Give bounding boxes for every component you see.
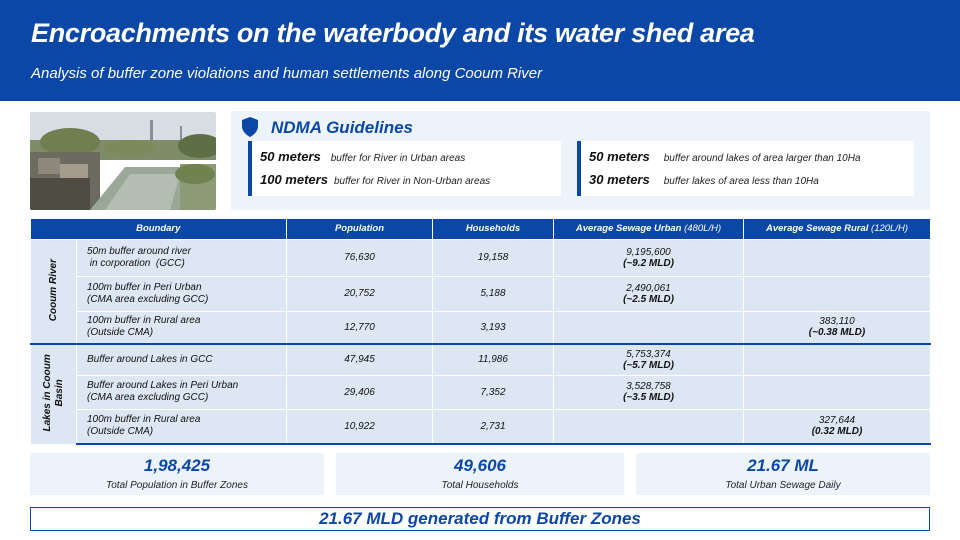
sewage-rural-label: Average Sewage Rural [765,223,869,235]
sewage-urban-unit: (480L/H) [684,223,722,235]
table-row [31,311,931,344]
table-row [31,239,931,276]
buffer-zone-table [30,219,931,445]
sewage-urban-label: Average Sewage Urban [575,223,682,235]
sewage-urban-cell: 5,753,374 (~5.7 MLD) [554,344,744,375]
summary-banner: 21.67 MLD generated from Buffer Zones [30,507,930,531]
guideline-measure: 30 meters [589,172,650,187]
guideline-measure: 50 meters [589,149,650,164]
sewage-urban-cell: 3,528,758 (~3.5 MLD) [554,375,744,409]
boundary-cell: 100m buffer in Rural area (Outside CMA) [77,311,287,344]
stat-value: 21.67 ML [747,456,819,475]
households-cell: 7,352 [433,375,554,409]
boundary-cell: Buffer around Lakes in Peri Urban (CMA area excluding GCC) [77,375,287,409]
table-row [31,344,931,375]
table-row [31,276,931,311]
sewage-rural-unit: (120L/H) [871,223,909,235]
population-cell: 47,945 [287,344,433,375]
stat-total-population [30,453,324,495]
households-cell: 19,158 [433,239,554,276]
guideline-desc: buffer for River in Non-Urban areas [333,176,491,187]
guideline-measure: 100 meters [260,172,328,187]
col-header-population: Population [287,219,433,239]
households-cell: 2,731 [433,409,554,444]
guideline-measure: 50 meters [260,149,321,164]
sewage-urban-cell: 2,490,061 (~2.5 MLD) [554,276,744,311]
households-cell: 11,986 [433,344,554,375]
guidelines-lake-box [577,141,914,196]
population-cell: 20,752 [287,276,433,311]
sewage-rural-cell [744,375,931,409]
stat-total-households [336,453,624,495]
households-cell: 3,193 [433,311,554,344]
population-cell: 76,630 [287,239,433,276]
stat-label: Total Urban Sewage Daily [725,480,841,491]
sewage-rural-cell [744,239,931,276]
page-subtitle: Analysis of buffer zone violations and human settlements along Cooum River [31,65,543,82]
population-cell: 29,406 [287,375,433,409]
page-header [0,0,960,101]
households-cell: 5,188 [433,276,554,311]
guideline-desc: buffer lakes of area less than 10Ha [663,176,819,187]
stat-value: 49,606 [454,456,506,475]
col-header-boundary: Boundary [31,219,287,239]
guidelines-title: NDMA Guidelines [271,118,413,137]
table-row [31,375,931,409]
sewage-urban-cell [554,409,744,444]
sewage-urban-cell [554,311,744,344]
river-photo [30,112,216,210]
guideline-row [589,171,819,189]
sewage-urban-cell: 9,195,600 (~9.2 MLD) [554,239,744,276]
sewage-rural-cell: 383,110 (~0.38 MLD) [744,311,931,344]
stat-value: 1,98,425 [143,456,211,475]
guideline-row [260,148,465,166]
group-label-river: Cooum River [31,239,77,344]
page-title: Encroachments on the waterbody and its water shed area [31,18,755,48]
table-row [31,409,931,444]
col-header-sewage-urban [554,219,744,239]
boundary-cell: 100m buffer in Rural area (Outside CMA) [77,409,287,444]
table-header-row [31,219,931,239]
boundary-cell: 50m buffer around river in corporation (GCC) [77,239,287,276]
population-cell: 10,922 [287,409,433,444]
boundary-cell: Buffer around Lakes in GCC [77,344,287,375]
boundary-cell: 100m buffer in Peri Urban (CMA area excluding GCC) [77,276,287,311]
sewage-rural-cell [744,344,931,375]
col-header-sewage-rural [744,219,931,239]
guideline-desc: buffer for River in Urban areas [330,153,466,164]
sewage-rural-cell: 327,644 (0.32 MLD) [744,409,931,444]
guideline-row [260,171,490,189]
population-cell: 12,770 [287,311,433,344]
stat-urban-sewage [636,453,930,495]
stat-label: Total Population in Buffer Zones [106,480,248,491]
ndma-guidelines-panel [231,111,930,210]
sewage-rural-cell [744,276,931,311]
col-header-households: Households [433,219,554,239]
guideline-desc: buffer around lakes of area larger than 10Ha [663,153,861,164]
shield-icon [241,117,259,137]
group-label-lakes: Lakes in Cooum Basin [31,344,77,444]
guidelines-river-box [248,141,561,196]
stat-label: Total Households [441,480,519,491]
guideline-row [589,148,861,166]
